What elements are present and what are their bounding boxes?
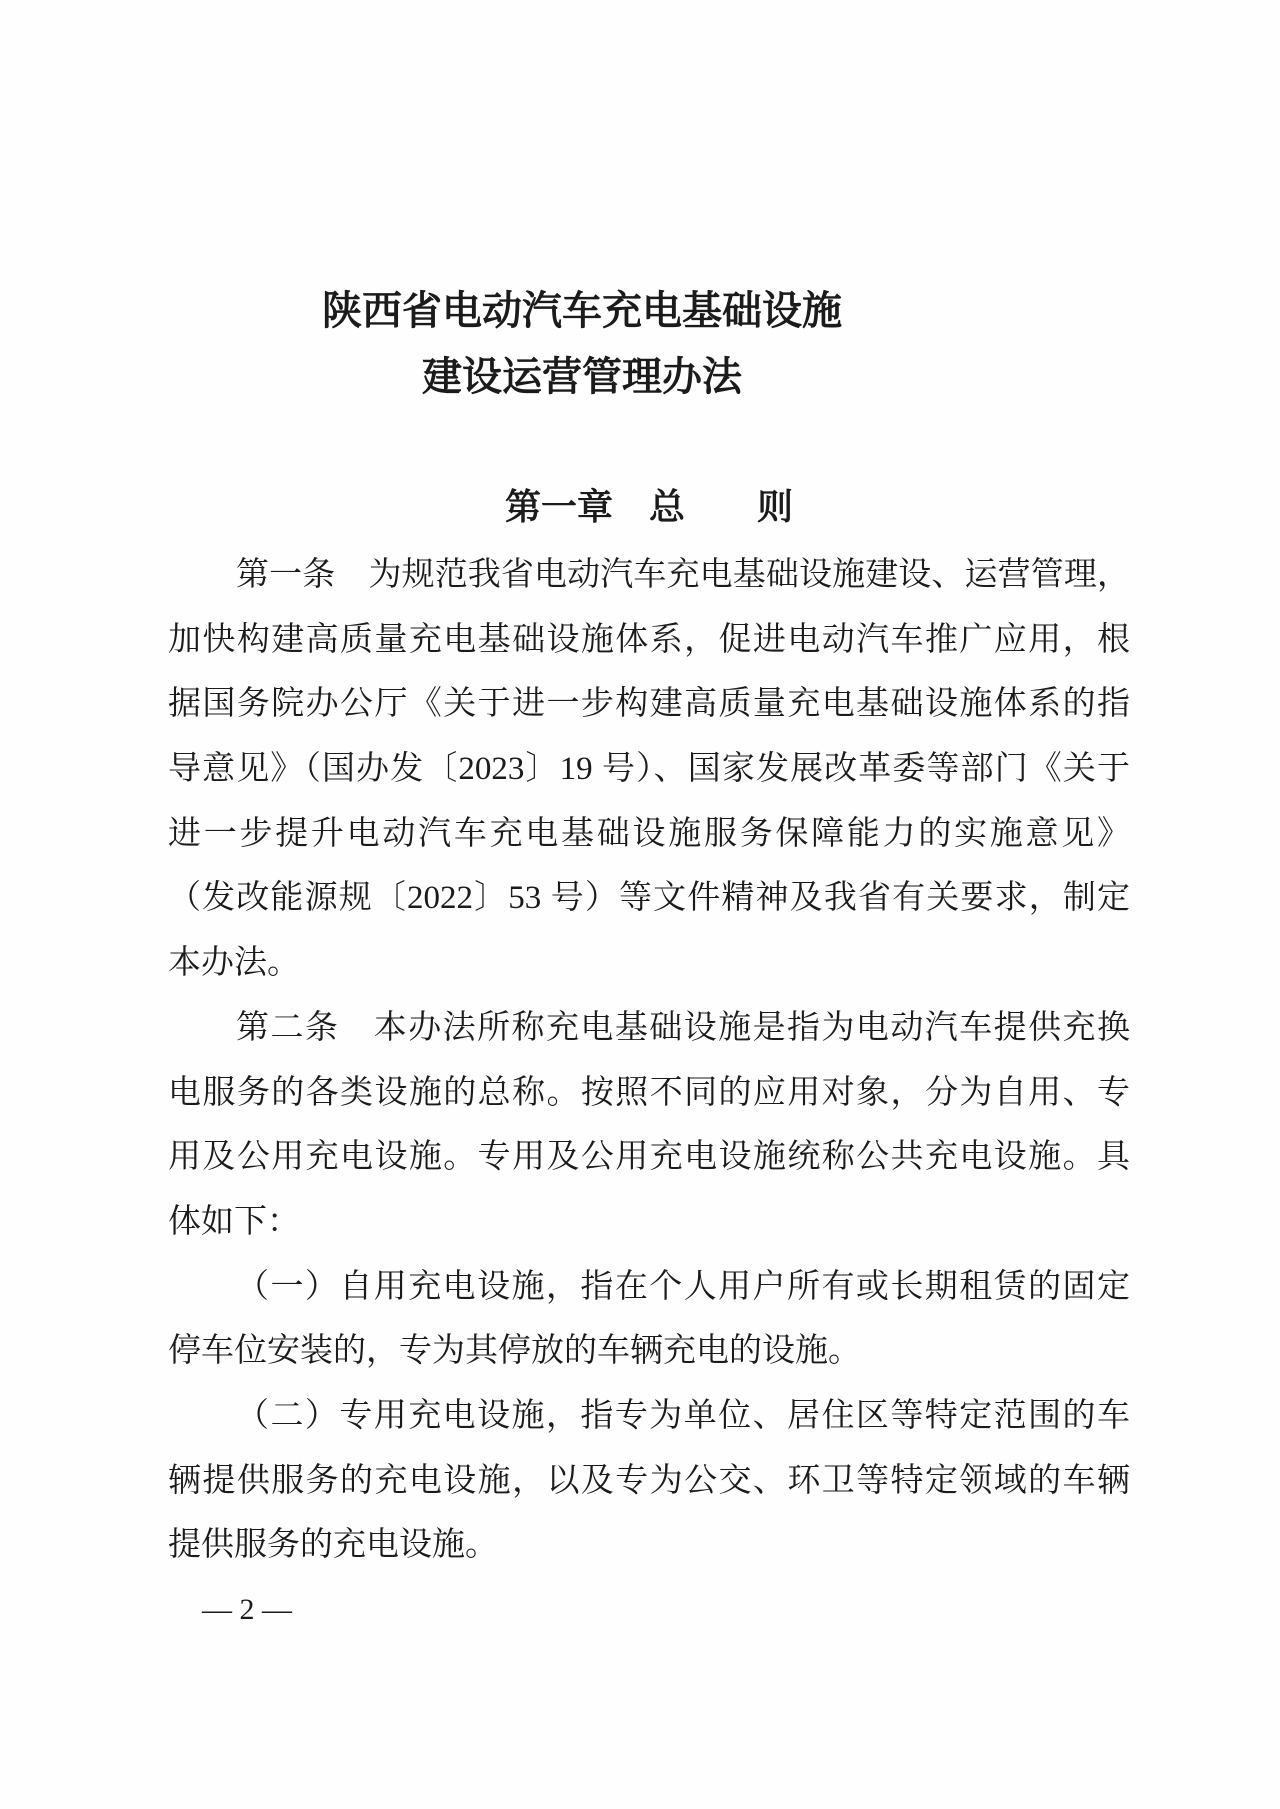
title-line-1: 陕西省电动汽车充电基础设施 xyxy=(322,288,842,333)
body-line: 体如下： xyxy=(168,1203,300,1240)
body-line: （二）专用充电设施，指专为单位、居住区等特定范围的车 xyxy=(236,1397,1130,1434)
body-line: 导意见》（国办发〔2023〕19 号）、国家发展改革委等部门《关于 xyxy=(168,751,1130,788)
body-line: 用及公用充电设施。专用及公用充电设施统称公共充电设施。具 xyxy=(168,1139,1130,1176)
body-line: 第二条 本办法所称充电基础设施是指为电动汽车提供充换 xyxy=(236,1009,1130,1046)
body-line: 进一步提升电动汽车充电基础设施服务保障能力的实施意见》 xyxy=(168,815,1130,852)
chapter-heading: 第一章 总 则 xyxy=(504,486,793,527)
body-line: 加快构建高质量充电基础设施体系，促进电动汽车推广应用，根 xyxy=(168,621,1130,658)
body-text xyxy=(168,543,1130,1578)
page-number: — 2 — xyxy=(202,1593,292,1626)
title-line-2: 建设运营管理办法 xyxy=(422,354,742,399)
body-line: （一）自用充电设施，指在个人用户所有或长期租赁的固定 xyxy=(236,1268,1130,1305)
body-line: （发改能源规〔2022〕53 号）等文件精神及我省有关要求，制定 xyxy=(168,880,1130,917)
body-line: 据国务院办公厅《关于进一步构建高质量充电基础设施体系的指 xyxy=(168,686,1130,723)
document-title xyxy=(0,278,1164,410)
body-line: 提供服务的充电设施。 xyxy=(168,1527,498,1564)
body-line: 本办法。 xyxy=(168,945,300,982)
body-line: 辆提供服务的充电设施，以及专为公交、环卫等特定领域的车辆 xyxy=(168,1462,1130,1499)
body-line: 第一条 为规范我省电动汽车充电基础设施建设、运营管理， xyxy=(236,557,1130,593)
body-line: 电服务的各类设施的总称。按照不同的应用对象，分为自用、专 xyxy=(168,1074,1130,1111)
body-line: 停车位安装的，专为其停放的车辆充电的设施。 xyxy=(168,1333,861,1370)
